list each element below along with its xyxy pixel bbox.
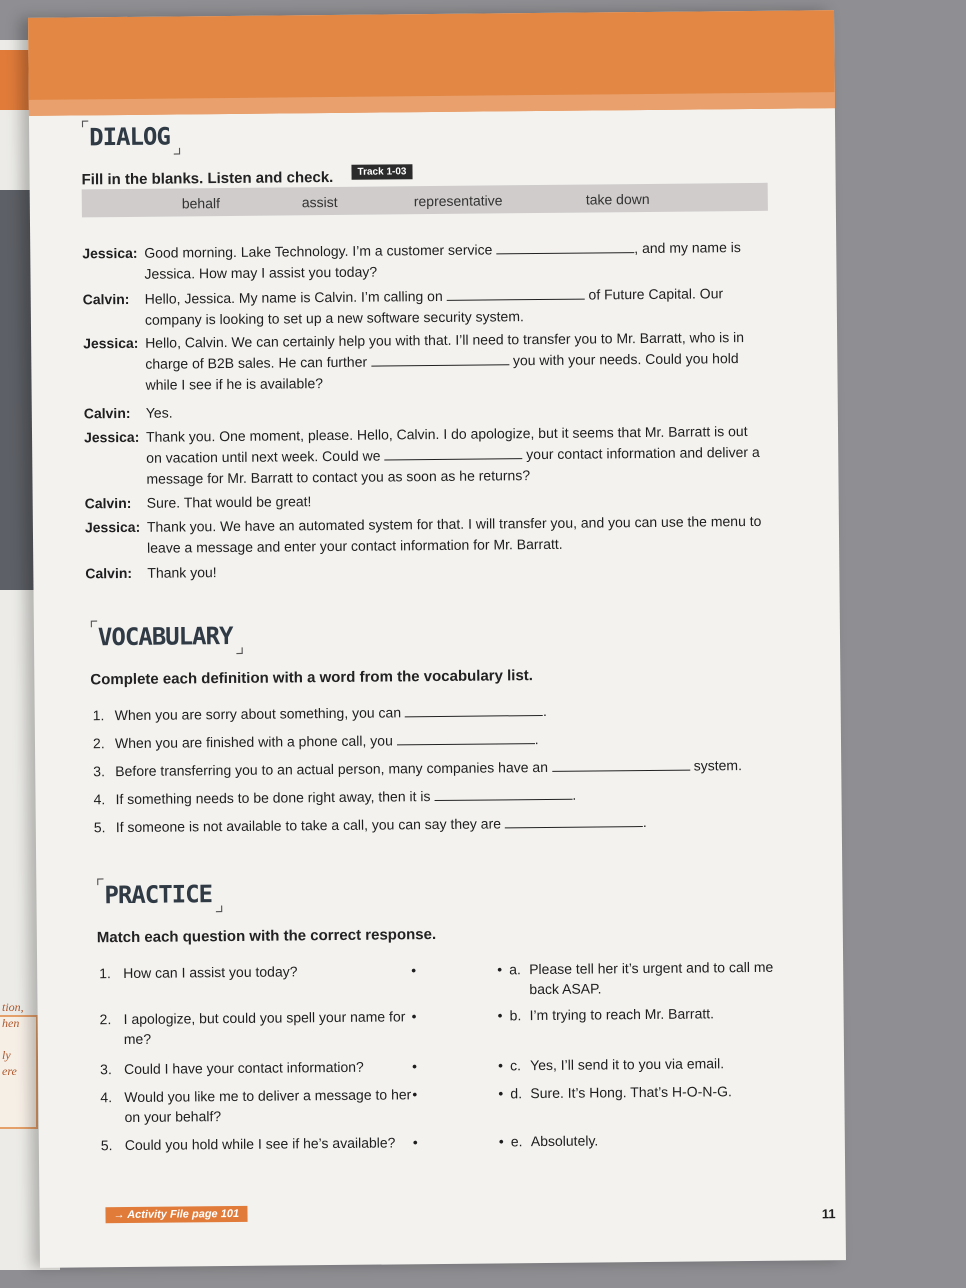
word-bank-item: behalf	[181, 195, 221, 212]
dialog-text: Sure. That would be great!	[146, 493, 312, 511]
practice-heading: ⌜ PRACTICE ⌟	[96, 878, 220, 911]
vocabulary-item	[93, 757, 742, 779]
answer-blank[interactable]	[405, 703, 543, 717]
answer-text: Please tell her it’s urgent and to call me back ASAP.	[529, 958, 774, 998]
vocabulary-item	[93, 787, 576, 808]
answer-blank[interactable]	[397, 731, 535, 745]
answer-text: Yes, I’ll send it to you via email.	[530, 1055, 725, 1074]
match-dot[interactable]: •	[498, 1057, 504, 1074]
question-text: Could I have your contact information?	[124, 1058, 364, 1078]
vocabulary-item	[93, 731, 539, 751]
vocabulary-item	[94, 814, 647, 835]
item-text: .	[534, 731, 539, 748]
item-number: 2.	[99, 1011, 112, 1028]
item-text: If something needs to be done right away, then it is	[115, 788, 431, 808]
match-dot[interactable]: •	[497, 961, 503, 978]
dialog-text: Thank you!	[147, 564, 217, 581]
answer-letter: c.	[510, 1057, 522, 1074]
dialog-text: Good morning. Lake Technology. I’m a customer service	[144, 241, 493, 261]
dialog-text: you with your needs. Could you hold while I see if he is available?	[145, 350, 739, 393]
left-page-photo	[0, 190, 34, 590]
vocabulary-instruction: Complete each definition with a word from the vocabulary list.	[90, 667, 534, 689]
word-bank	[82, 183, 768, 218]
answer-blank[interactable]	[552, 758, 690, 772]
item-text: .	[542, 702, 547, 719]
speaker-name: Jessica:	[83, 334, 139, 352]
item-number: 1.	[92, 707, 105, 724]
dialog-text: , and my name is Jessica. How may I assist you today?	[144, 239, 741, 282]
answer-blank[interactable]	[434, 787, 572, 801]
vocabulary-item	[93, 703, 547, 723]
textbook-page	[28, 10, 846, 1268]
answer-blank[interactable]	[496, 240, 634, 254]
answer-text: Absolutely.	[530, 1132, 599, 1150]
match-dot[interactable]: •	[498, 1133, 504, 1150]
speaker-name: Calvin:	[84, 494, 132, 512]
dialog-heading: ⌜ DIALOG ⌟	[81, 120, 178, 153]
item-text: Before transferring you to an actual person, many companies have an	[115, 758, 549, 780]
speaker-name: Calvin:	[85, 564, 133, 582]
item-text: .	[642, 813, 647, 831]
answer-text: Sure. It’s Hong. That’s H-O-N-G.	[530, 1083, 732, 1102]
word-bank-item: representative	[413, 192, 503, 210]
item-number: 1.	[99, 965, 111, 982]
left-page-word: hen	[2, 1016, 20, 1030]
left-page-word: tion,	[2, 1000, 24, 1014]
item-number: 4.	[100, 1089, 113, 1106]
dialog-text: of Future Capital. Our company is looking to set up a new software security system.	[144, 285, 724, 328]
orange-header-band	[28, 10, 835, 116]
speaker-name: Jessica:	[83, 428, 140, 446]
question-text: Would you like me to deliver a message to her on your behalf?	[124, 1086, 412, 1126]
speaker-name: Calvin:	[83, 404, 131, 422]
left-page-word: ly	[2, 1048, 11, 1062]
match-dot[interactable]: •	[497, 1007, 503, 1024]
dialog-text: Hello, Calvin. We can certainly help you with that. I’ll need to transfer you to Mr. Barratt, who is in charge of B2B sales. He can further	[145, 329, 745, 372]
answer-text: I’m trying to reach Mr. Barratt.	[529, 1005, 715, 1024]
answer-letter: d.	[510, 1085, 523, 1102]
vocabulary-heading: ⌜ VOCABULARY ⌟	[90, 620, 241, 653]
answer-letter: a.	[509, 961, 521, 978]
item-text: When you are sorry about something, you can	[114, 704, 402, 724]
dialog-text: Yes.	[145, 404, 173, 421]
item-text: When you are finished with a phone call, you	[114, 732, 393, 752]
dialog-text: Thank you. We have an automated system for that. I will transfer you, and you can use the menu to leave a message and enter your contact information for Mr. Barratt.	[146, 512, 762, 556]
dialog-instruction: Fill in the blanks. Listen and check.	[81, 168, 334, 189]
match-dot[interactable]: •	[498, 1085, 504, 1102]
dialog-text: Thank you. One moment, please. Hello, Calvin. I do apologize, but it seems that Mr. Barratt is out on vacation until next week. Could we	[145, 423, 748, 466]
match-dot[interactable]: •	[411, 1008, 417, 1025]
item-text: .	[572, 786, 577, 803]
answer-blank[interactable]	[384, 446, 522, 460]
item-text: If someone is not available to take a call, you can say they are	[115, 815, 502, 836]
speaker-name: Calvin:	[82, 290, 130, 308]
word-bank-item: take down	[585, 190, 650, 208]
answer-blank[interactable]	[505, 814, 643, 828]
dialog-text: Hello, Jessica. My name is Calvin. I’m calling on	[144, 287, 443, 307]
item-number: 3.	[100, 1061, 112, 1078]
question-text: Could you hold while I see if he’s available?	[124, 1134, 396, 1154]
match-dot[interactable]: •	[412, 1058, 418, 1075]
word-bank-item: assist	[301, 193, 338, 211]
track-badge: Track 1-03	[351, 164, 412, 180]
speaker-name: Jessica:	[82, 244, 138, 262]
dialog-text: your contact information and deliver a message for Mr. Barratt to contact you as soon as he returns?	[146, 443, 760, 487]
match-dot[interactable]: •	[412, 1134, 418, 1151]
answer-blank[interactable]	[371, 352, 509, 366]
item-text: system.	[693, 757, 743, 774]
answer-blank[interactable]	[447, 287, 585, 301]
answer-letter: e.	[510, 1133, 523, 1150]
question-text: I apologize, but could you spell your name for me?	[123, 1008, 406, 1048]
match-dot[interactable]: •	[412, 1086, 418, 1103]
answer-letter: b.	[509, 1007, 522, 1024]
item-number: 2.	[92, 735, 105, 752]
item-number: 5.	[100, 1137, 113, 1154]
speaker-name: Jessica:	[84, 518, 141, 536]
page-number: 11	[821, 1206, 836, 1222]
item-number: 4.	[93, 791, 106, 808]
practice-instruction: Match each question with the correct response.	[96, 926, 437, 947]
left-page-word: ere	[2, 1064, 17, 1078]
question-text: How can I assist you today?	[123, 963, 298, 982]
item-number: 5.	[93, 819, 106, 836]
item-number: 3.	[93, 763, 106, 780]
activity-file-link[interactable]: → Activity File page 101	[105, 1206, 247, 1223]
match-dot[interactable]: •	[411, 962, 417, 979]
